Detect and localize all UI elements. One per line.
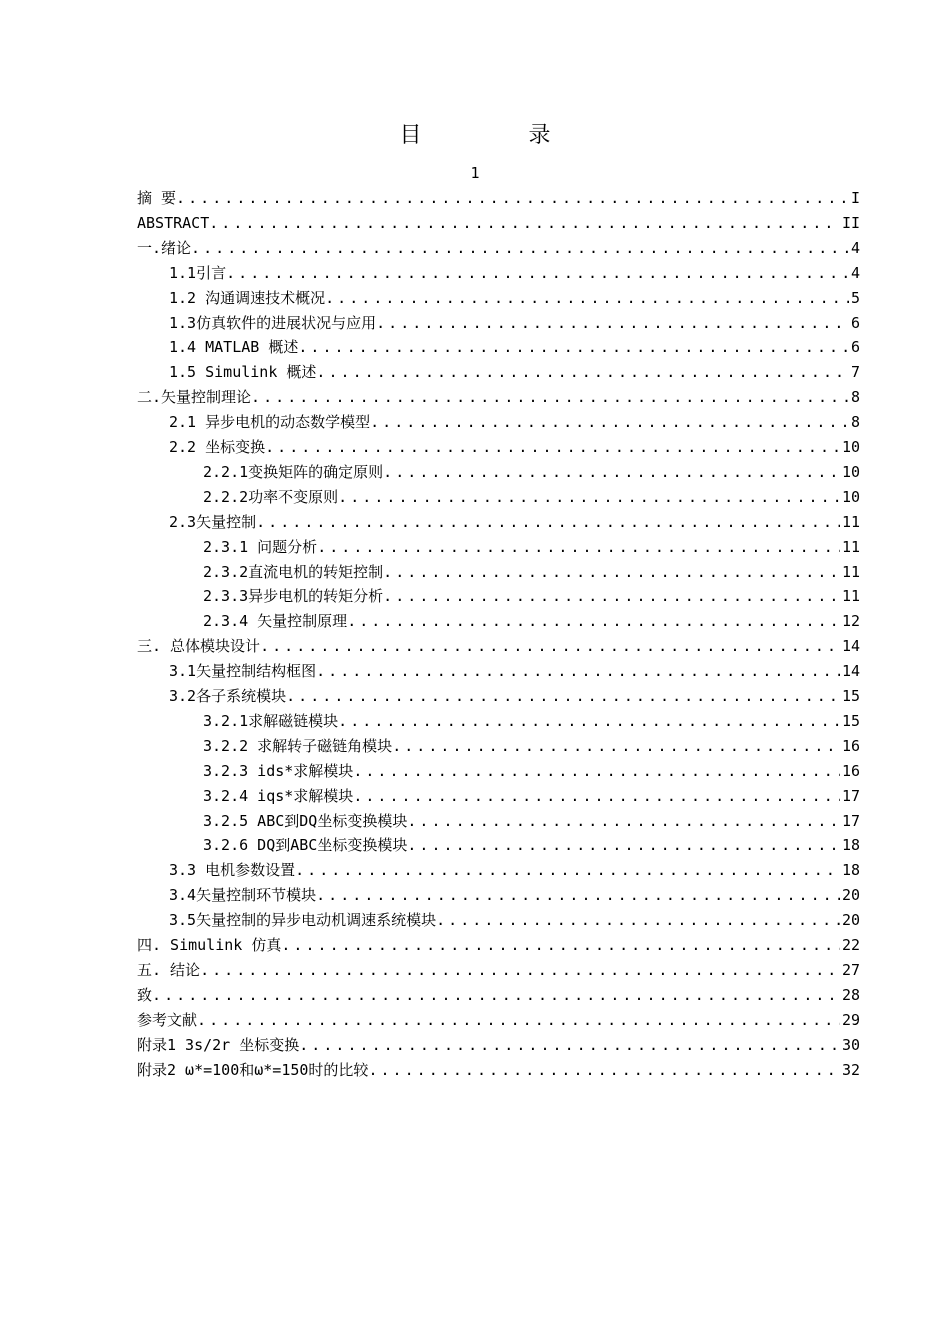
toc-entry-label: 3.4矢量控制环节模块 [169,886,317,905]
dot-leader [209,211,840,236]
toc-entry-label: 摘 要 [137,189,177,207]
toc-entry-label: 3.2各子系统模块 [169,687,287,705]
toc-entry-label: 3.2.6 DQ到ABC坐标变换模块 [203,836,408,855]
toc-entry-label: 2.3.2直流电机的转矩控制 [203,562,384,581]
dot-leader [176,186,849,211]
dot-leader [368,1058,840,1083]
toc-entry[interactable] [169,286,860,311]
toc-entry[interactable] [169,410,860,435]
toc-entry[interactable] [203,460,860,485]
toc-entry[interactable] [203,784,860,809]
dot-leader [281,933,840,958]
toc-entry-label: 2.1 异步电机的动态数学模型 [169,413,371,432]
toc-entry-label: 1.3仿真软件的进展状况与应用 [169,313,377,332]
toc-entry-label: 1.4 MATLAB 概述 [169,338,299,357]
toc-entry-page: 32 [841,1060,860,1079]
toc-entry-page: 6 [850,338,860,357]
dot-leader [295,858,840,883]
dot-leader [383,460,840,485]
toc-entry[interactable] [169,510,860,535]
toc-entry-label: 1.5 Simulink 概述 [169,363,317,382]
toc-entry[interactable] [137,1033,860,1058]
toc-entry-label: 2.2.2功率不变原则 [203,487,339,506]
toc-entry-page: 4 [850,238,860,257]
toc-entry-label: 3.2.3 ids*求解模块 [203,761,354,780]
toc-entry-page: 10 [841,462,860,481]
toc-entry-label: 2.3矢量控制 [169,512,257,531]
toc-entry-page: 20 [841,886,860,905]
dot-leader [298,335,849,360]
dot-leader [338,709,840,734]
toc-entry[interactable] [137,211,860,236]
dot-leader [265,435,840,460]
toc-entry-label: 2.3.3异步电机的转矩分析 [203,587,384,606]
dot-leader [407,833,840,858]
toc-entry-page: 11 [841,537,860,556]
toc-entry[interactable] [169,684,860,709]
toc-entry-page: I [850,189,860,207]
toc-entry[interactable] [169,908,860,933]
toc-entry-label: 五. 结论 [137,960,201,979]
toc-entry-page: 20 [841,911,860,930]
toc-entry-page: 28 [841,985,860,1004]
toc-entry-label: 参考文献 [137,1010,198,1029]
toc-entry-label: 附录1 3s/2r 坐标变换 [137,1035,300,1054]
dot-leader [317,535,840,560]
toc-entry[interactable] [203,734,860,759]
toc-entry-label: 二.矢量控制理论 [137,388,252,407]
page-number: 1 [470,164,480,182]
dot-leader [392,734,840,759]
toc-entry[interactable] [169,883,860,908]
toc-entry-label: 2.3.4 矢量控制原理 [203,612,348,631]
toc-entry-page: 10 [841,487,860,506]
dot-leader [251,385,849,410]
toc-entry-label: 2.3.1 问题分析 [203,537,318,556]
dot-leader [256,510,840,535]
toc-entry[interactable] [137,186,860,211]
toc-entry-page: 15 [841,687,860,705]
toc-entry-page: 16 [841,736,860,755]
dot-leader [226,261,849,286]
toc-entry[interactable] [137,958,860,983]
dot-leader [316,659,840,684]
toc-entry-page: 12 [841,612,860,631]
toc-entry[interactable] [203,560,860,585]
toc-entry[interactable] [169,435,860,460]
toc-entry-label: 一.绪论 [137,238,192,257]
dot-leader [383,584,840,609]
toc-entry-label: 2.2 坐标变换 [169,438,266,456]
toc-entry-page: 14 [841,662,860,681]
toc-entry-page: 11 [841,562,860,581]
dot-leader [197,1008,840,1033]
toc-entry-page: 16 [841,761,860,780]
toc-entry[interactable] [203,535,860,560]
toc-entry[interactable] [169,335,860,360]
toc-entry-label: 1.1引言 [169,263,227,282]
toc-entry-page: 30 [841,1035,860,1054]
toc-entry[interactable] [169,261,860,286]
toc-entry-label: 3.2.2 求解转子磁链角模块 [203,736,393,755]
toc-entry-page: 29 [841,1010,860,1029]
toc-entry[interactable] [203,759,860,784]
toc-entry-label: 1.2 沟通调速技术概况 [169,288,326,307]
toc-entry-page: 22 [841,936,860,954]
toc-entry-page: 17 [841,786,860,805]
toc-entry[interactable] [137,933,860,958]
dot-leader [200,958,840,983]
toc-title: 目 录 [399,123,601,148]
toc-entry[interactable] [169,360,860,385]
dot-leader [299,1033,840,1058]
dot-leader [383,560,840,585]
toc-entry-label: 四. Simulink 仿真 [137,936,282,954]
toc-entry[interactable] [203,584,860,609]
toc-entry-page: 11 [841,512,860,531]
toc-entry[interactable] [137,385,860,410]
toc-entry-label: 3.5矢量控制的异步电动机调速系统模块 [169,911,437,930]
toc-entry-label: 三. 总体模块设计 [137,637,261,656]
toc-entry-page: 10 [841,438,860,456]
toc-entry-page: 7 [850,363,860,382]
toc-entry[interactable] [169,659,860,684]
toc-entry[interactable] [137,634,860,659]
toc-entry[interactable] [203,485,860,510]
toc-entry-page: 15 [841,711,860,730]
toc-entry-page: 18 [841,836,860,855]
toc-entry-page: 14 [841,637,860,656]
toc-entry-label: 2.2.1变换矩阵的确定原则 [203,462,384,481]
toc-entry-page: 8 [850,388,860,407]
toc-entry-page: 4 [850,263,860,282]
toc-entry-label: 附录2 ω*=100和ω*=150时的比较 [137,1060,369,1079]
toc-entry-page: II [841,213,860,232]
dot-leader [152,983,840,1008]
toc-entry-label: 3.1矢量控制结构框图 [169,662,317,681]
toc-entry-label: ABSTRACT [137,213,210,232]
dot-leader [376,311,849,336]
toc-entry[interactable] [137,983,860,1008]
dot-leader [347,609,840,634]
dot-leader [338,485,840,510]
dot-leader [260,634,840,659]
toc-entry-page: 11 [841,587,860,606]
dot-leader [353,759,840,784]
dot-leader [353,784,840,809]
dot-leader [370,410,849,435]
toc-entry-label: 3.2.5 ABC到DQ坐标变换模块 [203,811,408,830]
toc-entry[interactable] [203,609,860,634]
dot-leader [436,908,840,933]
toc-entry-label: 3.2.1求解磁链模块 [203,711,339,730]
toc-entry[interactable] [137,1058,860,1083]
dot-leader [316,883,840,908]
toc-entry[interactable] [137,1008,860,1033]
toc-entry[interactable] [137,236,860,261]
toc-entry-page: 8 [850,413,860,432]
toc-entry-page: 6 [850,313,860,332]
dot-leader [407,809,840,834]
toc-entry-label: 3.3 电机参数设置 [169,861,296,880]
dot-leader [325,286,849,311]
toc-entry[interactable] [203,833,860,858]
toc-entry-page: 27 [841,960,860,979]
toc-entry-page: 18 [841,861,860,880]
toc-entry[interactable] [169,311,860,336]
toc-entry-page: 17 [841,811,860,830]
dot-leader [316,360,849,385]
toc-entry[interactable] [203,809,860,834]
toc-entry[interactable] [203,709,860,734]
toc-entry-label: 3.2.4 iqs*求解模块 [203,786,354,805]
dot-leader [191,236,849,261]
toc-entry-page: 5 [850,288,860,307]
dot-leader [286,684,840,709]
toc-entry[interactable] [169,858,860,883]
toc-entry-label: 致 [137,985,153,1004]
